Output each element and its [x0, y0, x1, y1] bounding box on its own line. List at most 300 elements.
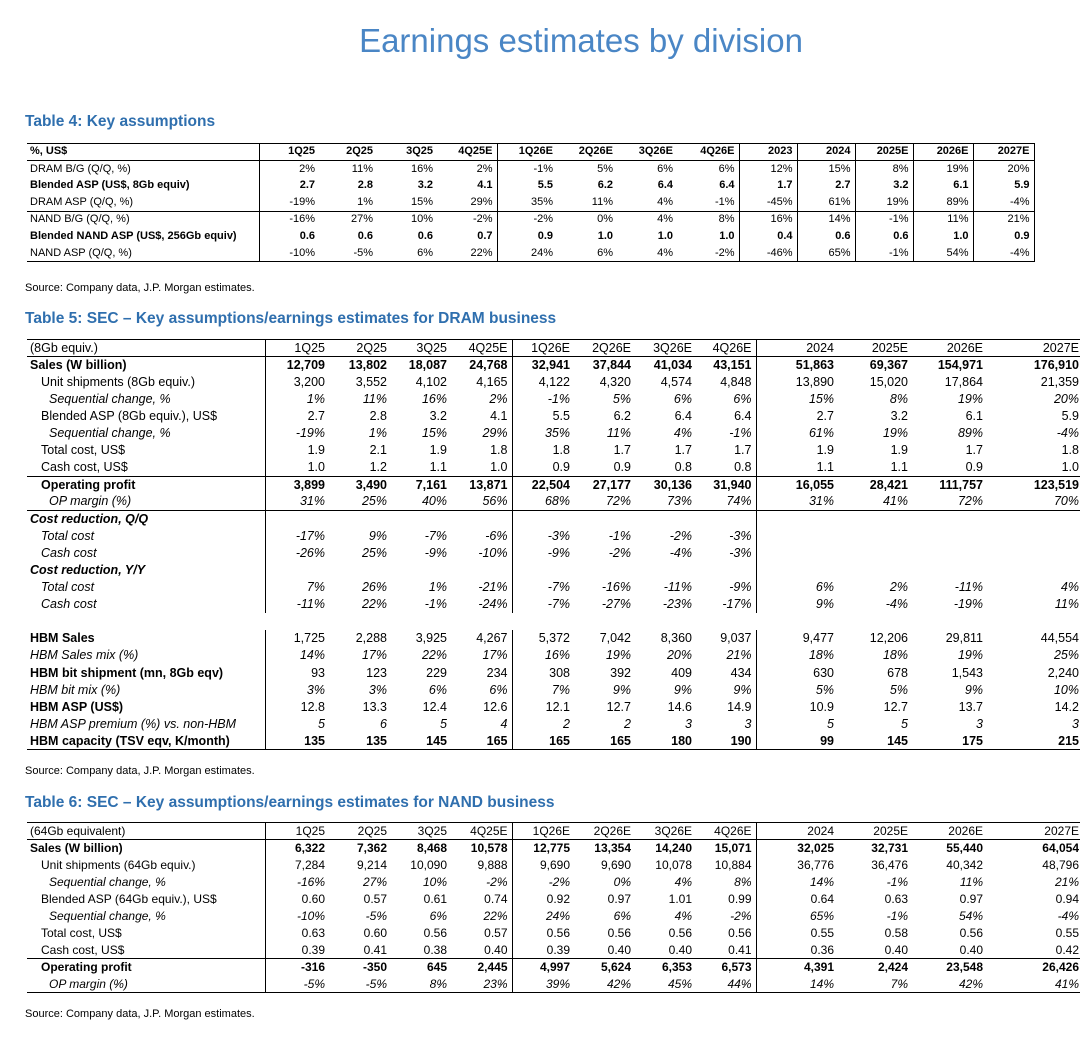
table-cell: 16,055	[756, 476, 838, 493]
table-cell: 1%	[368, 426, 387, 441]
table-cell: 4,320	[599, 374, 631, 389]
column-header: 2025E	[855, 144, 913, 161]
table-cell: 392	[610, 665, 631, 680]
table-cell: 25%	[1053, 648, 1079, 663]
table-row	[27, 857, 1080, 874]
column-header: 2024	[807, 824, 834, 838]
table-cell: 11%	[591, 195, 613, 208]
table-cell: 0.56	[959, 926, 983, 940]
table-cell: 6,322	[294, 841, 325, 856]
table-cell: 6%	[597, 246, 613, 259]
table-cell: -350	[329, 959, 391, 976]
table-cell: 13.7	[958, 699, 983, 714]
table-cell: 0.9	[613, 460, 631, 475]
table-cell: 1.8	[451, 442, 512, 459]
table-cell: -19%	[289, 195, 315, 208]
table-cell: 16%	[421, 392, 447, 407]
table-cell: 8%	[677, 211, 739, 228]
table-cell: 190	[696, 733, 756, 750]
table-row	[27, 959, 1080, 976]
table-cell: 9,690	[600, 858, 631, 872]
table-cell: 0.9	[965, 460, 983, 475]
table-row	[27, 442, 1080, 459]
table-cell: 20%	[666, 648, 692, 663]
table-cell: 1%	[306, 392, 325, 407]
table-cell: 2,424	[838, 959, 912, 976]
table-cell: -4%	[1057, 909, 1079, 923]
table-cell: 0.41	[696, 942, 756, 959]
table-cell: 14%	[809, 976, 834, 991]
row-label: HBM Sales	[27, 630, 265, 647]
table-cell: 1.8	[1061, 443, 1079, 458]
table-cell	[987, 562, 1080, 579]
table-4-key-assumptions	[27, 143, 1035, 262]
table-cell	[912, 613, 987, 630]
table-cell: 40%	[421, 494, 447, 509]
table-cell: 32,941	[531, 358, 570, 373]
table-cell: 4,267	[451, 630, 512, 647]
table-cell: 20%	[973, 160, 1034, 177]
table-cell: 12,206	[869, 631, 908, 646]
table-cell: 6%	[677, 160, 739, 177]
table-cell: 65%	[797, 245, 855, 262]
row-label: Operating profit	[27, 959, 265, 976]
table-cell	[329, 613, 391, 630]
table-cell	[451, 510, 512, 527]
table-row	[27, 664, 1080, 681]
table-cell: 409	[671, 665, 692, 680]
table-cell: 5.5	[537, 179, 553, 192]
table-cell: 18%	[808, 648, 834, 663]
table-cell: 4%	[673, 426, 692, 441]
table-cell: 25%	[361, 545, 387, 560]
table-row	[27, 476, 1080, 493]
table-cell	[912, 510, 987, 527]
table-cell: 0.92	[546, 892, 570, 906]
table-cell: 630	[813, 665, 834, 680]
table-cell: 1.0	[657, 229, 673, 242]
table-cell: 8%	[429, 976, 447, 991]
table-cell: -10%	[289, 246, 315, 259]
table-cell: -16%	[601, 580, 631, 595]
table-row	[27, 681, 1080, 698]
table-cell: 10%	[377, 211, 437, 228]
table-cell: 8%	[696, 874, 756, 891]
table-row	[27, 374, 1080, 391]
table-cell: 7%	[890, 976, 908, 991]
column-header: 3Q25	[416, 340, 447, 355]
column-header: 2Q25	[357, 824, 387, 838]
table-cell: 1.0	[1061, 460, 1079, 475]
table-cell: 1.0	[307, 460, 325, 475]
table-cell: 31%	[299, 494, 325, 509]
column-header: 1Q26E	[531, 340, 570, 355]
table-cell: 93	[311, 665, 325, 680]
column-header: 2Q25	[356, 340, 387, 355]
table-cell	[635, 510, 696, 527]
table-cell	[329, 562, 391, 579]
table-cell	[574, 562, 635, 579]
table-row	[27, 613, 1080, 630]
table-cell: -11%	[663, 580, 692, 595]
table-cell: 0.61	[423, 892, 447, 906]
table-cell: 4,848	[696, 374, 756, 391]
header-label-cell: (64Gb equivalent)	[27, 823, 265, 840]
table-cell: 5.9	[1061, 409, 1079, 424]
table-cell: 1.2	[369, 460, 387, 475]
table-cell: 3.2	[429, 409, 447, 424]
table-cell: 3,899	[265, 476, 329, 493]
table-cell: 27%	[319, 211, 377, 228]
table-cell: 25%	[361, 494, 387, 509]
table-cell: 176,910	[1033, 358, 1079, 373]
table-cell: -4%	[1056, 426, 1079, 441]
table-cell	[391, 510, 451, 527]
table-cell: 19%	[605, 648, 631, 663]
table-cell	[574, 613, 635, 630]
table-cell: 13.3	[362, 699, 387, 714]
table-cell: 12.6	[451, 698, 512, 715]
table-cell: -5%	[365, 909, 387, 923]
table-cell: 23,548	[912, 959, 987, 976]
table-cell: 3	[1072, 716, 1079, 731]
table-cell: 15%	[421, 426, 447, 441]
table-cell: -26%	[295, 545, 325, 560]
table-cell: 13,871	[451, 476, 512, 493]
table-cell: 9,214	[356, 858, 387, 872]
table-cell: 18,087	[408, 358, 447, 373]
table-cell: 7%	[306, 580, 325, 595]
table-cell: 7,284	[294, 858, 325, 872]
table-cell	[635, 613, 696, 630]
table-cell	[838, 528, 912, 545]
table-cell: 37,844	[592, 358, 631, 373]
table-cell: 48,796	[1042, 858, 1079, 872]
table-cell: -2%	[437, 211, 497, 228]
table-cell: 0.41	[363, 942, 387, 957]
row-label: HBM Sales mix (%)	[27, 647, 265, 664]
table-row	[27, 425, 1080, 442]
table-cell: 2.7	[797, 177, 855, 194]
table-cell: 18%	[882, 648, 908, 663]
table-row	[27, 579, 1080, 596]
column-header: 2024	[797, 144, 855, 161]
column-header: 2024	[806, 340, 834, 355]
table-cell: 41%	[882, 494, 908, 509]
table-cell: 2	[563, 716, 570, 731]
table-cell: -16%	[259, 211, 319, 228]
table-cell: 43,151	[696, 357, 756, 374]
row-label: Cash cost	[27, 596, 265, 613]
table-cell: -2%	[696, 908, 756, 925]
table-cell: 8%	[855, 160, 913, 177]
row-label	[27, 613, 265, 630]
column-header: 1Q25	[295, 824, 325, 838]
table-cell: 0.97	[607, 892, 631, 906]
table-cell	[838, 545, 912, 562]
table-cell	[391, 613, 451, 630]
table-cell	[912, 528, 987, 545]
table-cell: 0.57	[363, 892, 387, 906]
table-header-row	[27, 144, 1034, 161]
table-cell: 12.1	[545, 699, 570, 714]
table-cell: 4%	[674, 875, 692, 889]
table-cell: 72%	[605, 494, 631, 509]
table-5-title: Table 5: SEC – Key assumptions/earnings estimates for DRAM business	[25, 310, 557, 327]
table-cell: 0.9	[552, 460, 570, 475]
table-cell: 0.7	[437, 228, 497, 245]
table-cell: -316	[265, 959, 329, 976]
table-header-row	[27, 340, 1080, 357]
table-cell: 14.9	[696, 698, 756, 715]
row-label: Unit shipments (64Gb equiv.)	[27, 857, 265, 874]
column-header: 2026E	[946, 340, 983, 355]
table-cell: 29%	[451, 425, 512, 442]
table-cell: -2%	[451, 874, 512, 891]
row-label: Blended ASP (64Gb equiv.), US$	[27, 891, 265, 908]
table-cell: -2%	[669, 528, 692, 543]
table-cell: 31%	[808, 494, 834, 509]
table-cell: 2%	[889, 580, 908, 595]
table-cell: 19%	[957, 392, 983, 407]
column-header: 2027E	[1044, 824, 1079, 838]
table-cell: 10,090	[410, 858, 447, 872]
column-header: 2Q26E	[578, 145, 613, 158]
table-cell: 11%	[362, 392, 387, 407]
table-cell: 0.39	[546, 942, 570, 957]
table-cell: -6%	[451, 528, 512, 545]
table-cell: 12.7	[606, 699, 631, 714]
table-row	[27, 925, 1080, 942]
table-cell: 0.42	[1055, 942, 1079, 957]
table-cell	[987, 545, 1080, 562]
table-row	[27, 528, 1080, 545]
table-cell: 1.9	[307, 443, 325, 458]
table-cell: -1%	[533, 162, 553, 175]
table-cell	[265, 510, 329, 527]
table-cell: 22%	[437, 245, 497, 262]
table-cell: 10,578	[451, 840, 512, 857]
table-cell: 11%	[606, 426, 631, 441]
table-cell: 1.1	[816, 460, 834, 475]
table-cell: 0.94	[1055, 892, 1079, 906]
table-cell: 19%	[855, 194, 913, 211]
table-cell: 1,725	[293, 631, 325, 646]
row-label: Unit shipments (8Gb equiv.)	[27, 374, 265, 391]
table-cell: 2%	[299, 162, 315, 175]
table-cell: 6.1	[965, 409, 983, 424]
table-cell: 12.8	[300, 699, 325, 714]
table-row	[27, 211, 1034, 228]
table-cell: 0.63	[884, 892, 908, 906]
table-cell	[265, 613, 329, 630]
column-header: 3Q26E	[654, 824, 692, 838]
table-row	[27, 493, 1080, 510]
table-cell: 3,552	[355, 374, 387, 389]
column-header: 4Q26E	[677, 144, 739, 161]
table-cell: 65%	[809, 909, 834, 923]
table-cell: 27,177	[574, 476, 635, 493]
table-cell: 8%	[889, 392, 908, 407]
row-label: Operating profit	[27, 476, 265, 493]
table-cell: 13,354	[594, 841, 631, 856]
table-cell: 215	[1058, 733, 1079, 748]
table-cell	[329, 510, 391, 527]
table-cell: 0.40	[959, 942, 983, 957]
table-cell: 5.9	[973, 177, 1034, 194]
table-cell: 19%	[913, 160, 973, 177]
table-cell: 44,554	[1040, 631, 1079, 646]
table-cell: 15%	[797, 160, 855, 177]
table-cell: -7%	[424, 528, 447, 543]
row-label: Blended ASP (8Gb equiv.), US$	[27, 408, 265, 425]
table-cell: 234	[451, 664, 512, 681]
table-row	[27, 177, 1034, 194]
table-cell: 11%	[913, 211, 973, 228]
table-cell: 24,768	[451, 357, 512, 374]
column-header: 2Q26E	[592, 340, 631, 355]
table-cell: 35%	[544, 426, 570, 441]
table-cell: 44%	[696, 976, 756, 993]
table-cell	[265, 562, 329, 579]
table-cell: -5%	[303, 976, 325, 991]
table-cell: 3,925	[415, 631, 447, 646]
table-cell: 54%	[958, 909, 983, 923]
table-cell	[512, 510, 574, 527]
table-cell: 0.40	[607, 942, 631, 957]
table-cell: 7,042	[599, 631, 631, 646]
table-cell: 17%	[451, 647, 512, 664]
table-4-title: Table 4: Key assumptions	[25, 113, 216, 130]
table-row	[27, 545, 1080, 562]
row-label: Cost reduction, Y/Y	[27, 562, 265, 579]
page-title: Earnings estimates by division	[359, 22, 803, 59]
column-header: 2027E	[1042, 340, 1079, 355]
table-cell: 56%	[451, 493, 512, 510]
table-cell: 308	[549, 665, 570, 680]
table-cell	[696, 510, 756, 527]
table-cell: 3%	[306, 682, 325, 697]
table-cell: 165	[610, 733, 631, 748]
table-cell: -1%	[608, 528, 631, 543]
table-cell: 0.6	[797, 228, 855, 245]
table-cell: 2%	[437, 160, 497, 177]
table-cell: 6.2	[597, 179, 613, 192]
table-cell: 22%	[361, 597, 387, 612]
table-cell: 3.2	[890, 409, 908, 424]
table-cell: -9%	[696, 579, 756, 596]
table-cell: 29,811	[945, 631, 983, 646]
table-cell: -4%	[973, 194, 1034, 211]
table-cell	[391, 562, 451, 579]
table-cell: 16%	[544, 648, 570, 663]
table-cell: 16%	[739, 211, 797, 228]
table-cell: 5%	[612, 392, 631, 407]
table-cell	[838, 613, 912, 630]
table-cell: 45%	[667, 976, 692, 991]
table-cell: -2%	[608, 545, 631, 560]
table-cell: 1%	[428, 580, 447, 595]
table-cell: 17%	[361, 648, 387, 663]
table-cell	[987, 613, 1080, 630]
table-cell: 434	[696, 664, 756, 681]
table-cell: 32,025	[797, 841, 834, 856]
table-cell: 6%	[613, 909, 631, 923]
table-cell	[451, 562, 512, 579]
table-cell: 4,165	[451, 374, 512, 391]
table-cell: 6%	[657, 162, 673, 175]
table-cell: 1.9	[816, 443, 834, 458]
table-cell: 19%	[957, 648, 983, 663]
table-cell: 2.7	[816, 409, 834, 424]
table-6-source: Source: Company data, J.P. Morgan estimates.	[25, 1008, 255, 1020]
row-label: HBM ASP (US$)	[27, 698, 265, 715]
row-label: OP margin (%)	[27, 976, 265, 993]
table-cell: -1%	[886, 909, 908, 923]
table-cell: 1.0	[597, 229, 613, 242]
table-5-source: Source: Company data, J.P. Morgan estimates.	[25, 765, 255, 777]
table-cell: 36,476	[871, 858, 908, 872]
table-cell: 5	[440, 716, 447, 731]
table-cell: 0.74	[451, 891, 512, 908]
table-cell: 4%	[617, 211, 677, 228]
table-cell: 6,573	[696, 959, 756, 976]
table-cell: 0.55	[810, 926, 834, 940]
table-cell	[756, 510, 838, 527]
table-cell: 1.1	[890, 460, 908, 475]
table-cell: -1%	[696, 425, 756, 442]
table-6-nand-estimates	[27, 822, 1080, 993]
column-header: 2025E	[871, 340, 908, 355]
table-cell: -3%	[696, 545, 756, 562]
table-cell: 145	[426, 733, 447, 748]
table-cell: 9%	[368, 528, 387, 543]
table-row	[27, 976, 1080, 993]
table-cell: 0.40	[884, 942, 908, 957]
row-label: Total cost, US$	[27, 925, 265, 942]
row-label: Total cost	[27, 528, 265, 545]
table-cell: -2%	[497, 211, 557, 228]
table-cell: 4%	[657, 246, 673, 259]
table-cell: 165	[451, 733, 512, 750]
table-cell: 6%	[673, 392, 692, 407]
table-cell: -3%	[547, 528, 570, 543]
column-header: 2Q25	[346, 145, 373, 158]
table-5-dram-estimates	[27, 339, 1080, 750]
table-cell	[838, 510, 912, 527]
table-cell: 111,757	[912, 476, 987, 493]
table-row	[27, 630, 1080, 647]
table-cell: 12,775	[533, 841, 570, 856]
table-cell: 165	[549, 733, 570, 748]
table-cell	[987, 528, 1080, 545]
table-cell: 3,490	[329, 476, 391, 493]
table-cell: 21%	[973, 211, 1034, 228]
table-cell: 72%	[957, 494, 983, 509]
table-cell: 15%	[410, 195, 433, 208]
table-cell: 28,421	[838, 476, 912, 493]
table-6-title: Table 6: SEC – Key assumptions/earnings estimates for NAND business	[25, 794, 555, 811]
row-label: NAND B/G (Q/Q, %)	[27, 211, 259, 228]
table-cell: 5	[827, 716, 834, 731]
table-cell: 175	[962, 733, 983, 748]
table-cell: 26,426	[987, 959, 1080, 976]
table-row	[27, 596, 1080, 613]
table-cell: 0.4	[739, 228, 797, 245]
row-label: Total cost	[27, 579, 265, 596]
table-cell: 15,071	[696, 840, 756, 857]
column-header: 1Q25	[294, 340, 325, 355]
